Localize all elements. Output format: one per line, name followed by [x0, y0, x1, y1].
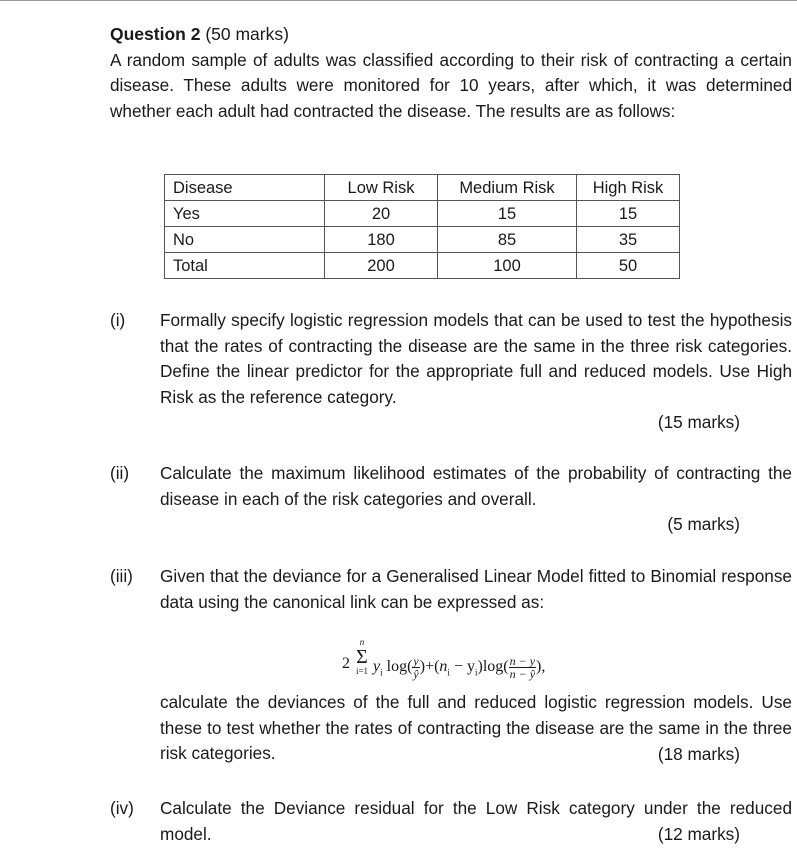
part-text: Formally specify logistic regression models that can be used to test the hypothesis that the rates of contracting the disease are the same in the three risk categories. Define the linear predictor for the appropriate full and reduced models. Use High Risk as the reference category.: [160, 310, 792, 407]
part-text: Calculate the maximum likelihood estimates of the probability of contracting the disease in each of the risk categories and overall.: [160, 463, 792, 509]
table-row: [165, 227, 680, 253]
part-text: Calculate the Deviance residual for the Low Risk category under the reduced model.: [160, 798, 792, 844]
part-marks: (5 marks): [667, 514, 740, 534]
part-iii-marks-line: [110, 742, 792, 768]
part-marks: (18 marks): [657, 744, 740, 764]
table-cell: 100: [438, 253, 577, 279]
formula-minus: − y: [449, 658, 475, 676]
table-row: [165, 253, 680, 279]
question-title: Question 2 (50 marks): [110, 24, 289, 44]
table-cell: Total: [165, 253, 325, 279]
table-header-row: [165, 175, 680, 201]
part-text: Given that the deviance for a Generalised Linear Model fitted to Binomial response data using the canonical link can be expressed as:: [160, 566, 792, 612]
part-ii: [110, 461, 792, 538]
sum-lower-limit: i=1: [355, 666, 369, 676]
fraction-n-minus-y: $\frac{n - y}{n - ŷ}$: [509, 654, 536, 681]
sum-upper-limit: n: [359, 637, 365, 647]
part-number: (iii): [110, 566, 133, 586]
table-cell: 15: [577, 201, 680, 227]
fraction-y-over-yhat: $\frac{y}{ŷ}$: [413, 654, 419, 681]
part-iv-marks-line: [110, 822, 792, 848]
table-header-cell: Disease: [165, 175, 325, 201]
question-header: [110, 22, 792, 124]
part-text: calculate the deviances of the full and reduced logistic regression models. Use these to test whether the rates of contracting the disease are the same in the three risk categories.: [160, 692, 792, 763]
table-cell: 180: [325, 227, 438, 253]
table-row: [165, 201, 680, 227]
formula-coefficient: 2: [342, 655, 350, 672]
table-cell: 20: [325, 201, 438, 227]
table-header-cell: Medium Risk: [438, 175, 577, 201]
formula-plus: )+(: [419, 658, 440, 676]
formula-log: log(: [386, 658, 413, 676]
part-marks: (12 marks): [657, 824, 740, 844]
part-marks: (15 marks): [657, 412, 740, 432]
formula-term-y: y: [373, 658, 381, 676]
formula-term-n: n: [439, 658, 448, 676]
part-number: (ii): [110, 463, 130, 483]
table-cell: 35: [577, 227, 680, 253]
question-intro: A random sample of adults was classified according to their risk of contracting a certain disease. These adults were monitored for 10 years, after which, it was determined whether each adult had contracted the disease. The results are as follows:: [110, 49, 792, 121]
table-cell: Yes: [165, 201, 325, 227]
sigma-icon: Σ: [356, 646, 368, 668]
table-cell: 85: [438, 227, 577, 253]
part-iii: [110, 564, 792, 615]
table-cell: 50: [577, 253, 680, 279]
table-header-cell: Low Risk: [325, 175, 438, 201]
formula-log-2: )log(: [477, 658, 509, 676]
table-header-cell: High Risk: [577, 175, 680, 201]
risk-table: [164, 174, 680, 279]
table-cell: No: [165, 227, 325, 253]
part-number: (iv): [110, 798, 134, 818]
top-border: [0, 0, 797, 1]
table-cell: 15: [438, 201, 577, 227]
part-number: (i): [110, 310, 126, 330]
table-cell: 200: [325, 253, 438, 279]
part-i: [110, 308, 792, 436]
summation-symbol: [354, 638, 370, 676]
formula-end: ),: [536, 658, 546, 676]
